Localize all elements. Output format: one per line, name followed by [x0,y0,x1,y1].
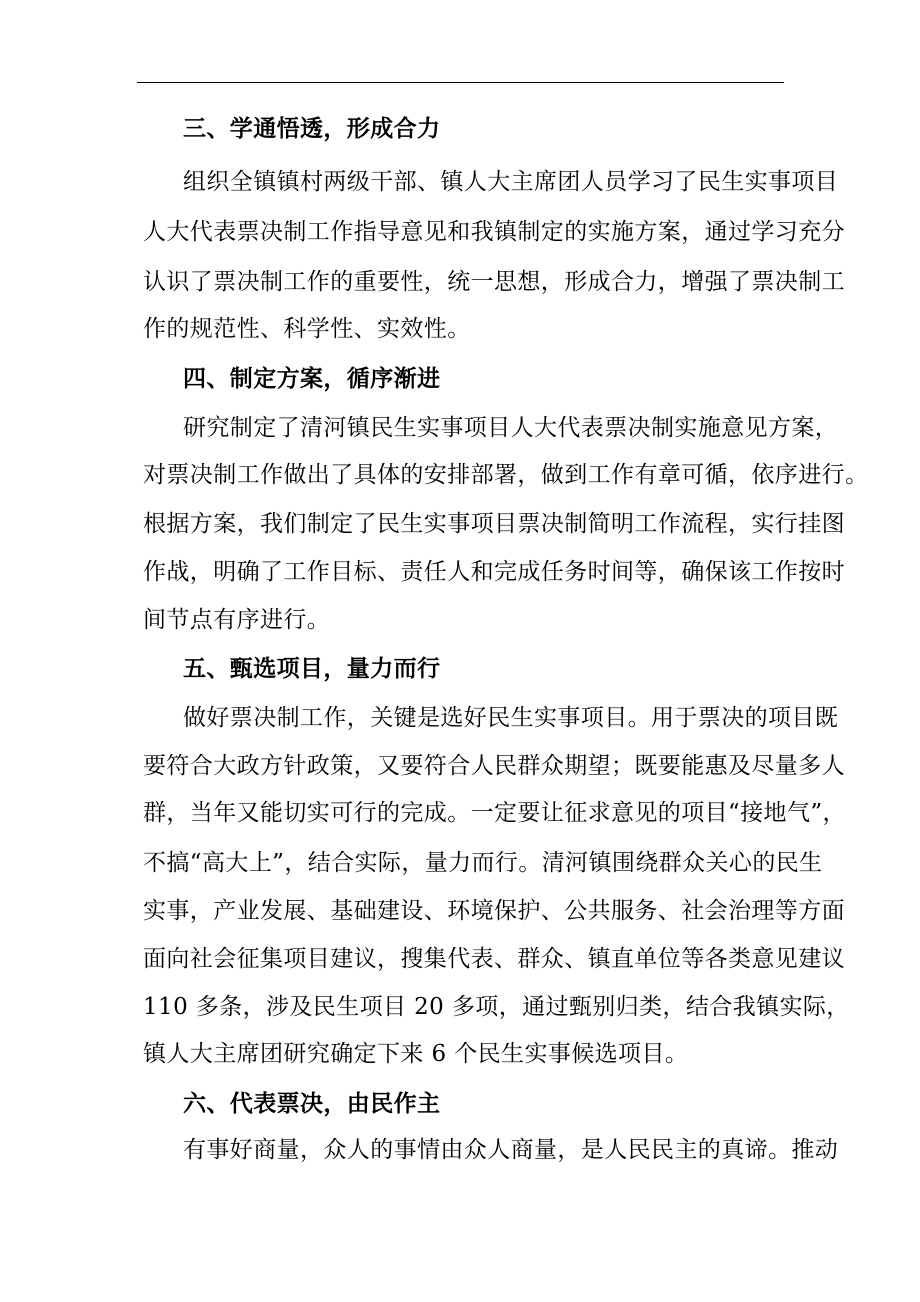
paragraph-line: 研究制定了清河镇民生实事项目人大代表票决制实施意见方案， [183,415,839,441]
paragraph-line: 有事好商量，众人的事情由众人商量，是人民民主的真谛。推动 [183,1137,839,1163]
paragraph-line: 根据方案，我们制定了民生实事项目票决制简明工作流程，实行挂图 [143,511,845,537]
paragraph-line: 不搞“高大上”，结合实际，量力而行。清河镇围绕群众关心的民生 [143,850,823,876]
paragraph-line: 作战，明确了工作目标、责任人和完成任务时间等，确保该工作按时 [143,559,845,585]
paragraph-line: 认识了票决制工作的重要性，统一思想，形成合力，增强了票决制工 [143,269,845,295]
section-heading-3: 三、学通悟透，形成合力 [183,115,441,142]
paragraph-line: 实事，产业发展、基础建设、环境保护、公共服务、社会治理等方面 [143,898,845,924]
paragraph-line: 组织全镇镇村两级干部、镇人大主席团人员学习了民生实事项目 [183,169,839,195]
section-heading-4: 四、制定方案，循序渐进 [183,365,441,392]
section-heading-6: 六、代表票决，由民作主 [183,1090,441,1117]
section-heading-5: 五、甄选项目，量力而行 [183,655,441,682]
header-rule [137,82,784,83]
paragraph-line: 要符合大政方针政策，又要符合人民群众期望；既要能惠及尽量多人 [143,753,845,779]
paragraph-line: 镇人大主席团研究确定下来 6 个民生实事候选项目。 [143,1041,689,1067]
paragraph-line: 作的规范性、科学性、实效性。 [143,316,471,342]
paragraph-line: 人大代表票决制工作指导意见和我镇制定的实施方案，通过学习充分 [143,219,845,245]
paragraph-line: 110 多条，涉及民生项目 20 多项，通过甄别归类，结合我镇实际， [143,994,850,1020]
paragraph-line: 间节点有序进行。 [143,607,331,633]
paragraph-line: 对票决制工作做出了具体的安排部署，做到工作有章可循，依序进行。 [143,462,869,488]
paragraph-line: 做好票决制工作，关键是选好民生实事项目。用于票决的项目既 [183,705,839,731]
paragraph-line: 面向社会征集项目建议，搜集代表、群众、镇直单位等各类意见建议 [143,946,845,972]
paragraph-line: 群，当年又能切实可行的完成。一定要让征求意见的项目“接地气”， [143,800,846,826]
